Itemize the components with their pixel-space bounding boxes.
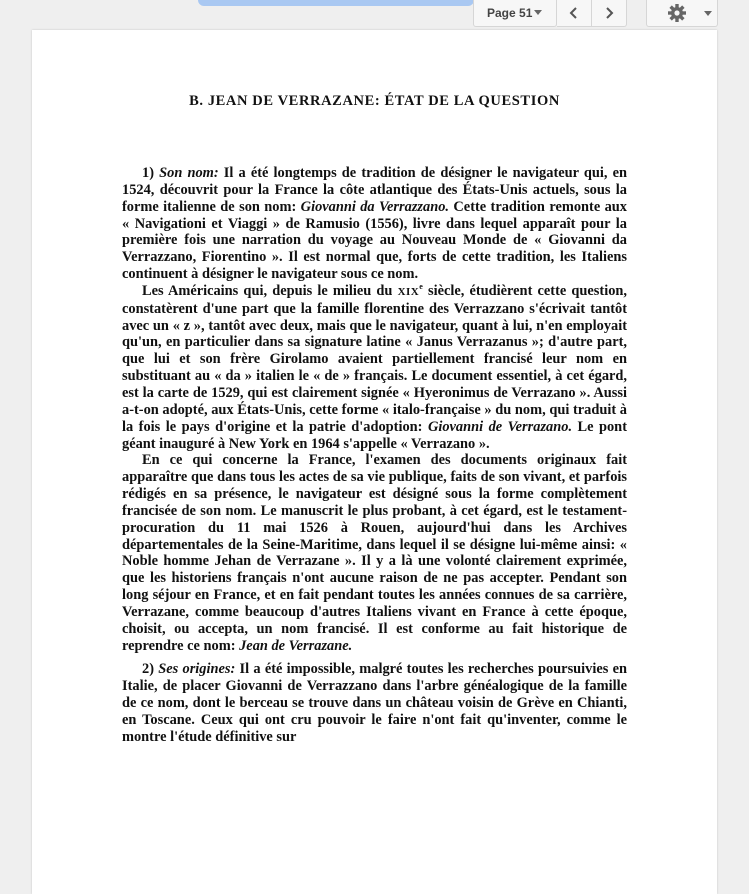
text-run: En ce qui concerne la France, l'examen des documents originaux fait apparaître que dans tous les actes de sa vie publique, faits de son vivant, et parfois rédigés en sa présence, le navigateur est désigné sous la forme complètement francisée de son nom. Le manuscrit le plus probant, à cet égard, est le testament-procuration du 11 mai 1526 à Rouen, aujourd'hui dans les Archives départementales de la Seine-Maritime, dans lequel il se désigne lui-même ainsi: « Noble homme Jehan de Verrazane ». Il y a là une volonté clairement exprimée, que les historiens français n'ont aucune raison de ne pas accepter. Pendant son long séjour en France, et en fait pendant toutes les années connues de sa carrière, Verrazane, comme beaucoup d'autres Italiens vivant en France à cette époque, choisit, ou accepta, un nom francisé. Il est conforme au fait historique de reprendre ce nom: <box>122 452 627 654</box>
chevron-right-icon <box>602 6 616 20</box>
chevron-left-icon <box>567 6 581 20</box>
loading-indicator <box>198 0 474 6</box>
previous-page-button[interactable] <box>557 0 592 27</box>
section-label: Son nom: <box>159 165 219 181</box>
section-number: 1) <box>142 165 160 181</box>
paragraph-origins <box>122 661 627 745</box>
text-run: Il a été longtemps de tradition de désigner le navigateur qui, en 1524, découvrit pour la France la côte atlantique des États-Unis actuels, sous la forme italienne de son nom: <box>122 165 628 215</box>
next-page-button[interactable] <box>592 0 627 27</box>
italic-name: Jean de Verrazane. <box>239 637 353 654</box>
italic-name: Giovanni da Verrazzano. <box>300 198 450 215</box>
paragraph-americans <box>122 283 627 452</box>
page-selector-label: Page 51 <box>487 6 533 20</box>
paragraph-france <box>122 452 627 654</box>
text-run: Cette tradition remonte aux « Navigationi et Viaggi » de Ramusio (1556), livre dans lequel apparaît pour la première fois une narration du voyage au Nouveau Monde de « Giovanni da Verrazzano, Fiorentino ». Il est normal que, forts de cette tradition, les Italiens continuent à désigner le navigateur sous ce nom. <box>122 198 627 283</box>
section-label: Ses origines: <box>158 661 236 678</box>
text-run: Le pont géant inauguré à New York en 1964 s'appelle « Verrazano ». <box>122 418 627 452</box>
italic-name: Giovanni de Verrazano. <box>427 418 573 435</box>
section-number: 2) <box>142 661 159 678</box>
text-run: Il a été impossible, malgré toutes les recherches poursuivies en Italie, de placer Giovanni de Verrazzano dans l'arbre généalogique de la famille de ce nom, dont le berceau se trouve dans un château voisin de Grève en Chianti, en Toscane. Ceux qui ont cru pouvoir le faire n'ont fait qu'inventer, comme le montre l'étude définitive sur <box>122 661 627 745</box>
century-numeral: XIX <box>397 285 420 298</box>
chevron-down-icon <box>534 10 542 15</box>
text-run: siècle, étudièrent cette question, constatèrent d'une part que la famille florentine des Verrazzano s'écrivait tantôt avec un « z », tantôt avec deux, mais que le navigateur, quant à lui, n'en employait qu'un, en particulier dans sa signature latine « Janus Verrazanus »; d'autre part, que lui et son frère Girolamo avaient partiellement francisé leur nom en substituant au « da » italien le « de » français. Le document essentiel, à cet égard, est la carte de 1529, qui est clairement signée « Hyeronimus de Verrazano ». Aussi a-t-on adopté, aux États-Unis, cette forme « italo-française » du nom, qui traduit à la fois le pays d'origine et la patrie d'adoption: <box>122 282 627 435</box>
gear-icon <box>667 3 687 23</box>
paragraph-name <box>122 165 627 283</box>
page-heading: B. JEAN DE VERRAZANE: ÉTAT DE LA QUESTION <box>189 93 560 109</box>
settings-button[interactable] <box>646 0 718 27</box>
chevron-down-icon <box>704 11 712 16</box>
document-body <box>122 165 627 746</box>
text-run: Les Américains qui, depuis le milieu du <box>142 282 398 299</box>
document-page <box>32 30 717 894</box>
viewer-toolbar <box>0 0 749 30</box>
page-selector[interactable] <box>473 0 557 27</box>
century-superscript: e <box>419 282 423 292</box>
